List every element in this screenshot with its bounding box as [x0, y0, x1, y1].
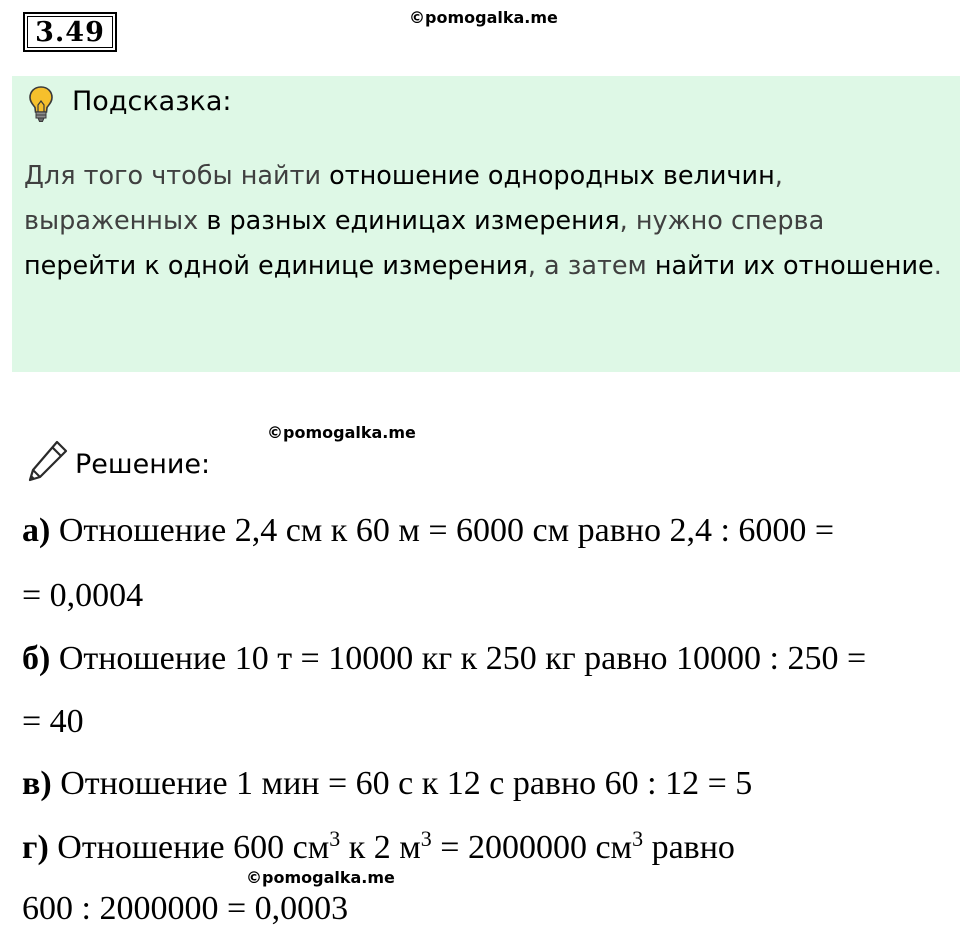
- pencil-icon: [26, 438, 70, 484]
- solution-c-line1: [22, 764, 752, 804]
- item-label: г): [22, 829, 49, 866]
- solution-d-line2: 600 : 2000000 = 0,0003: [22, 890, 349, 927]
- superscript: 3: [420, 826, 432, 851]
- solution-text: = 2000000 см: [431, 829, 633, 866]
- hint-title: Подсказка:: [72, 86, 232, 117]
- solution-a-line1: [22, 511, 834, 551]
- superscript: 3: [632, 826, 644, 851]
- solution-text: Отношение 2,4 см к 60 м = 6000 см равно 2,4 : 6000 =: [58, 512, 835, 549]
- hint-text: [24, 154, 944, 289]
- hint-text-part: , выраженных: [24, 161, 783, 236]
- hint-text-part: Для того чтобы найти: [24, 161, 330, 191]
- solution-text: к 2 м: [340, 829, 421, 866]
- solution-text: Отношение 10 т = 10000 кг к 250 кг равно 10000 : 250 =: [58, 640, 867, 677]
- solution-b-line1: [22, 639, 866, 679]
- watermark-bottom: ©pomogalka.me: [246, 868, 395, 887]
- item-label: а): [22, 512, 51, 549]
- hint-text-part: .: [933, 251, 942, 281]
- item-label: б): [22, 640, 51, 677]
- solution-text: равно: [643, 829, 735, 866]
- solution-b-line2: = 40: [22, 703, 84, 740]
- hint-emphasis: перейти к одной единице измерения: [24, 251, 528, 281]
- superscript: 3: [329, 826, 341, 851]
- problem-number: 3.49: [27, 16, 113, 48]
- solution-title: Решение:: [75, 449, 211, 480]
- hint-emphasis: отношение однородных величин: [329, 161, 775, 191]
- solution-text: Отношение 1 мин = 60 с к 12 с равно 60 : 12 = 5: [60, 765, 753, 802]
- item-label: в): [22, 765, 52, 802]
- lightbulb-icon: [28, 85, 54, 123]
- hint-text-part: , нужно сперва: [619, 206, 825, 236]
- hint-emphasis: найти их отношение: [654, 251, 934, 281]
- hint-emphasis: в разных единицах измерения: [206, 206, 620, 236]
- problem-number-box: [23, 12, 117, 52]
- solution-a-line2: = 0,0004: [22, 577, 144, 614]
- watermark-top: ©pomogalka.me: [409, 8, 558, 27]
- solution-d-line1: [22, 828, 735, 868]
- hint-text-part: , а затем: [527, 251, 655, 281]
- solution-text: Отношение 600 см: [57, 829, 330, 866]
- watermark-middle: ©pomogalka.me: [267, 423, 416, 442]
